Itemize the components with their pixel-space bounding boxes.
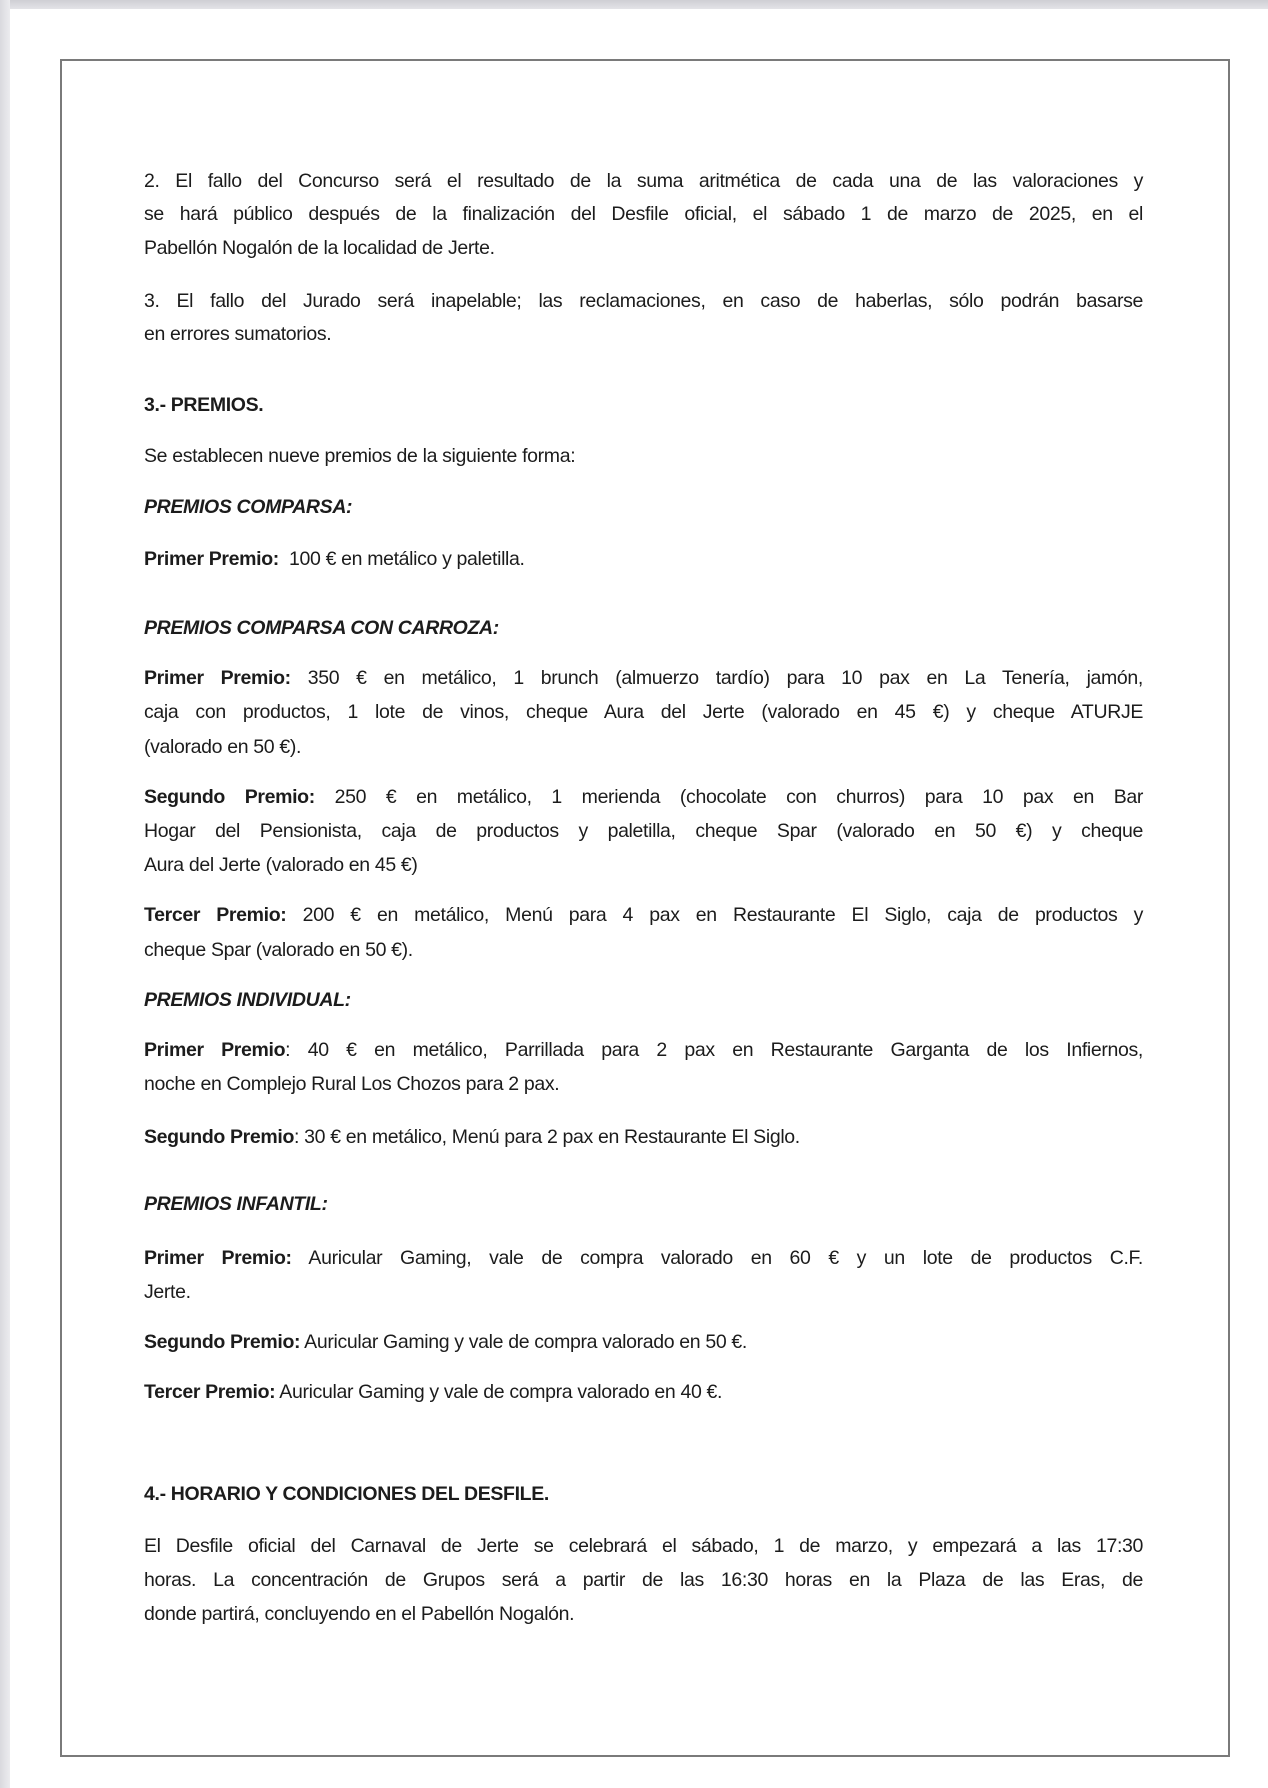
prize-label: Tercer Premio: — [144, 1381, 276, 1403]
prize-carroza-primer-line-1 — [144, 666, 1143, 690]
prize-label: Primer Premio: — [144, 667, 291, 689]
prize-text: Auricular Gaming y vale de compra valorado en 40 €. — [275, 1381, 723, 1403]
category-title-comparsa-carroza: PREMIOS COMPARSA CON CARROZA: — [144, 617, 499, 639]
prize-infantil-primer-line-2: Jerte. — [144, 1281, 191, 1303]
prize-carroza-segundo-line-1 — [144, 785, 1143, 809]
prize-text: 250 € en metálico, 1 merienda (chocolate con churros) para 10 pax en Bar — [314, 786, 1143, 808]
prize-comparsa-primer — [144, 547, 1143, 571]
section-premios-intro: Se establecen nueve premios de la siguiente forma: — [144, 445, 576, 467]
prize-infantil-tercer — [144, 1380, 1143, 1404]
prize-infantil-segundo — [144, 1330, 1143, 1354]
prize-text: 200 € en metálico, Menú para 4 pax en Restaurante El Siglo, caja de productos y — [286, 904, 1144, 926]
prize-carroza-segundo-line-3: Aura del Jerte (valorado en 45 €) — [144, 854, 418, 876]
viewer-top-shadow — [0, 0, 1268, 9]
prize-label: Primer Premio: — [144, 1247, 292, 1269]
prize-label: Primer Premio — [144, 1039, 286, 1061]
prize-carroza-primer-line-2: caja con productos, 1 lote de vinos, cheque Aura del Jerte (valorado en 45 €) y cheque ATURJE — [144, 701, 1143, 723]
prize-text: Auricular Gaming, vale de compra valorado en 60 € y un lote de productos C.F. — [291, 1247, 1143, 1269]
section-horario-line-2: horas. La concentración de Grupos será a partir de las 16:30 horas en la Plaza de las Eras, de — [144, 1569, 1143, 1591]
prize-text: : 30 € en metálico, Menú para 2 pax en Restaurante El Siglo. — [294, 1126, 800, 1148]
prize-carroza-tercer-line-1 — [144, 903, 1143, 927]
paragraph-fallo-concurso-line-1: 2. El fallo del Concurso será el resultado de la suma aritmética de cada una de las valoraciones y — [144, 170, 1143, 192]
category-title-individual: PREMIOS INDIVIDUAL: — [144, 989, 351, 1011]
prize-individual-segundo — [144, 1125, 1143, 1149]
section-horario-heading: 4.- HORARIO Y CONDICIONES DEL DESFILE. — [144, 1483, 549, 1505]
prize-text: 350 € en metálico, 1 brunch (almuerzo tardío) para 10 pax en La Tenería, jamón, — [290, 667, 1143, 689]
prize-infantil-primer-line-1 — [144, 1246, 1143, 1270]
prize-text: Auricular Gaming y vale de compra valorado en 50 €. — [300, 1331, 747, 1353]
paragraph-fallo-concurso-line-3: Pabellón Nogalón de la localidad de Jerte. — [144, 237, 495, 259]
section-horario-line-3: donde partirá, concluyendo en el Pabellón Nogalón. — [144, 1603, 575, 1625]
category-title-comparsa: PREMIOS COMPARSA: — [144, 496, 353, 518]
prize-carroza-primer-line-3: (valorado en 50 €). — [144, 736, 302, 758]
paragraph-fallo-jurado-line-1: 3. El fallo del Jurado será inapelable; las reclamaciones, en caso de haberlas, sólo podrán basarse — [144, 290, 1143, 312]
viewer-left-shadow — [0, 0, 10, 1788]
prize-label: Segundo Premio: — [144, 1331, 301, 1353]
prize-label: Primer Premio: — [144, 548, 279, 570]
paragraph-fallo-jurado-line-2: en errores sumatorios. — [144, 323, 332, 345]
prize-text: : 40 € en metálico, Parrillada para 2 pax en Restaurante Garganta de los Infiernos, — [285, 1039, 1143, 1061]
section-premios-heading: 3.- PREMIOS. — [144, 394, 264, 416]
prize-carroza-tercer-line-2: cheque Spar (valorado en 50 €). — [144, 939, 413, 961]
prize-label: Tercer Premio: — [144, 904, 287, 926]
section-horario-line-1: El Desfile oficial del Carnaval de Jerte se celebrará el sábado, 1 de marzo, y empezará a las 17:30 — [144, 1535, 1143, 1557]
prize-individual-primer-line-2: noche en Complejo Rural Los Chozos para 2 pax. — [144, 1073, 560, 1095]
prize-individual-primer-line-1 — [144, 1038, 1143, 1062]
category-title-infantil: PREMIOS INFANTIL: — [144, 1193, 328, 1215]
prize-text: 100 € en metálico y paletilla. — [278, 548, 525, 570]
prize-carroza-segundo-line-2: Hogar del Pensionista, caja de productos y paletilla, cheque Spar (valorado en 50 €) y cheque — [144, 820, 1143, 842]
prize-label: Segundo Premio — [144, 1126, 295, 1148]
prize-label: Segundo Premio: — [144, 786, 315, 808]
paragraph-fallo-concurso-line-2: se hará público después de la finalización del Desfile oficial, el sábado 1 de marzo de 2025, en el — [144, 203, 1143, 225]
